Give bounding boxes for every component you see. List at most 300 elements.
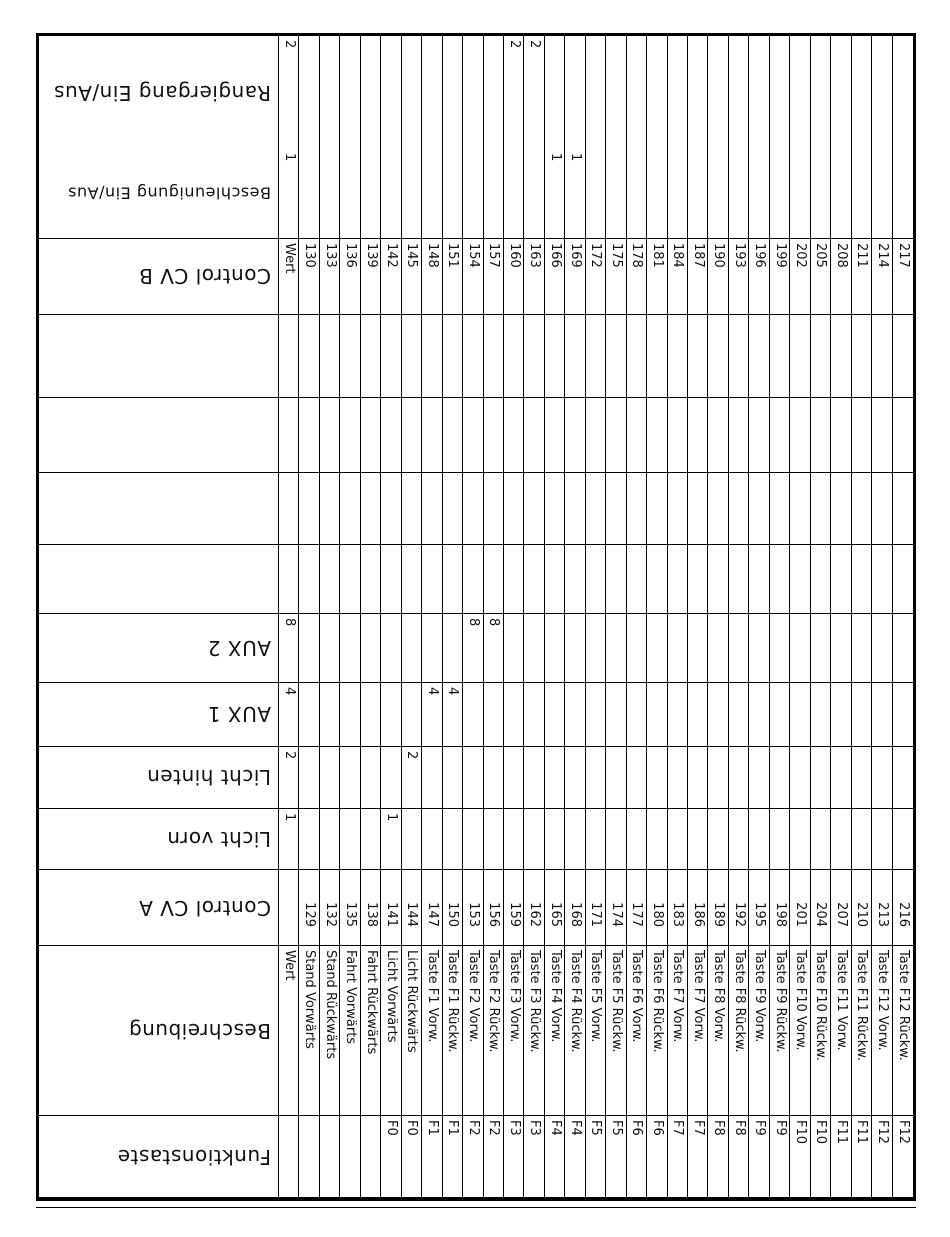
cell-text-funktionstaste: F7 <box>690 1120 706 1137</box>
cell-text-control-cv-a: 153 <box>465 902 481 928</box>
cell-rangiergang <box>749 36 769 149</box>
cell-beschleunigung <box>606 149 626 239</box>
cell-blank-col-2 <box>770 473 790 545</box>
cell-beschleunigung <box>565 149 585 239</box>
cell-aux-2 <box>484 614 504 683</box>
cell-control-cv-b <box>340 239 360 315</box>
cell-text-control-cv-a: 177 <box>629 902 645 928</box>
cell-beschreibung <box>340 946 360 1116</box>
cell-text-control-cv-a: 210 <box>854 902 870 928</box>
cell-text-funktionstaste: F1 <box>424 1120 440 1137</box>
cell-text-control-cv-a: 135 <box>343 902 359 928</box>
cell-licht-hinten <box>852 747 872 809</box>
header-rangiergang <box>39 36 279 149</box>
cell-beschreibung <box>831 946 851 1116</box>
cell-blank-col-2 <box>790 473 810 545</box>
cell-text-control-cv-a: 159 <box>506 902 522 928</box>
cell-text-funktionstaste: F5 <box>608 1120 624 1137</box>
cell-aux-2 <box>381 614 401 683</box>
header-label-aux-2: AUX 2 <box>207 635 271 660</box>
cell-aux-1 <box>770 683 790 747</box>
cell-aux-2 <box>361 614 381 683</box>
header-beschreibung <box>39 946 279 1116</box>
cell-beschleunigung <box>852 149 872 239</box>
cell-beschreibung <box>708 946 728 1116</box>
cell-blank-col-3 <box>381 398 401 473</box>
cell-aux-1 <box>749 683 769 747</box>
cell-text-beschreibung: Taste F5 Rückw. <box>608 950 624 1053</box>
cell-blank-col-4 <box>361 315 381 399</box>
cell-blank-col-2 <box>361 473 381 545</box>
cell-rangiergang <box>606 36 626 149</box>
cell-text-aux-1: 4 <box>281 686 297 696</box>
cell-text-control-cv-b: 145 <box>404 242 420 268</box>
cell-aux-1 <box>688 683 708 747</box>
cell-blank-col-1 <box>790 545 810 614</box>
cell-text-control-cv-b: 181 <box>649 242 665 268</box>
cell-text-beschreibung: Stand Vorwärts <box>302 950 318 1050</box>
cell-blank-col-1 <box>361 545 381 614</box>
cell-rangiergang <box>565 36 585 149</box>
cell-text-beschreibung: Taste F10 Vorw. <box>793 950 808 1051</box>
cell-text-funktionstaste: F2 <box>486 1120 502 1137</box>
cell-beschleunigung <box>361 149 381 239</box>
cell-beschreibung <box>627 946 647 1116</box>
cell-text-aux-1: 4 <box>445 686 461 696</box>
cell-blank-col-4 <box>852 315 872 399</box>
cell-rangiergang <box>729 36 749 149</box>
cell-blank-col-3 <box>627 398 647 473</box>
cell-licht-vorn <box>831 809 851 871</box>
cell-beschreibung <box>402 946 422 1116</box>
cell-control-cv-a <box>361 870 381 946</box>
cell-text-control-cv-b: 172 <box>588 242 604 268</box>
cell-licht-vorn <box>770 809 790 871</box>
cell-beschreibung <box>668 946 688 1116</box>
cell-blank-col-2 <box>381 473 401 545</box>
cell-control-cv-b <box>831 239 851 315</box>
cell-licht-hinten <box>340 747 360 809</box>
cell-beschleunigung <box>340 149 360 239</box>
cell-aux-1 <box>504 683 524 747</box>
cell-text-control-cv-b: 154 <box>465 242 481 268</box>
cell-beschleunigung <box>402 149 422 239</box>
cell-licht-vorn <box>381 809 401 871</box>
cell-licht-hinten <box>872 747 892 809</box>
cell-text-funktionstaste: F12 <box>895 1120 911 1145</box>
cell-beschreibung <box>443 946 463 1116</box>
cell-text-beschreibung: Taste F8 Vorw. <box>711 950 727 1043</box>
cell-text-control-cv-a: 189 <box>711 902 727 928</box>
cell-beschreibung <box>586 946 606 1116</box>
cell-aux-1 <box>893 683 913 747</box>
cell-text-beschreibung: Taste F5 Vorw. <box>588 950 604 1043</box>
cell-text-beschleunigung: 1 <box>547 153 563 162</box>
cell-rangiergang <box>504 36 524 149</box>
cell-funktionstaste <box>504 1116 524 1198</box>
cell-licht-vorn <box>279 809 299 871</box>
cell-funktionstaste <box>811 1116 831 1198</box>
cell-blank-col-4 <box>749 315 769 399</box>
header-control-cv-a <box>39 870 279 946</box>
cell-licht-vorn <box>688 809 708 871</box>
cell-licht-vorn <box>872 809 892 871</box>
cell-control-cv-b <box>893 239 913 315</box>
cell-blank-col-1 <box>565 545 585 614</box>
cell-text-control-cv-a: 147 <box>424 902 440 928</box>
cell-text-control-cv-b: 208 <box>833 242 849 268</box>
cell-blank-col-1 <box>831 545 851 614</box>
cell-funktionstaste <box>606 1116 626 1198</box>
cell-blank-col-4 <box>299 315 319 399</box>
header-label-rangiergang: Rangiergang Ein/Aus <box>53 80 271 105</box>
cell-text-funktionstaste: F9 <box>752 1120 768 1137</box>
cell-control-cv-a <box>565 870 585 946</box>
cell-beschreibung <box>852 946 872 1116</box>
cell-aux-2 <box>852 614 872 683</box>
cell-blank-col-4 <box>586 315 606 399</box>
cell-text-control-cv-b: 139 <box>363 242 379 268</box>
cell-control-cv-a <box>811 870 831 946</box>
cell-funktionstaste <box>893 1116 913 1198</box>
cell-blank-col-1 <box>402 545 422 614</box>
cell-beschreibung <box>790 946 810 1116</box>
cell-funktionstaste <box>279 1116 299 1198</box>
cell-blank-col-2 <box>463 473 483 545</box>
cell-text-funktionstaste: F10 <box>793 1120 808 1145</box>
cell-licht-vorn <box>790 809 810 871</box>
header-label-licht-vorn: Licht vorn <box>166 827 271 852</box>
cell-blank-col-1 <box>422 545 442 614</box>
cell-blank-col-1 <box>627 545 647 614</box>
cell-control-cv-a <box>586 870 606 946</box>
cell-blank-col-1 <box>647 545 667 614</box>
cell-blank-col-4 <box>524 315 544 399</box>
cell-beschleunigung <box>729 149 749 239</box>
cell-aux-1 <box>422 683 442 747</box>
cell-control-cv-a <box>668 870 688 946</box>
cell-aux-1 <box>340 683 360 747</box>
header-blank-col-4 <box>39 315 279 399</box>
cell-beschleunigung <box>627 149 647 239</box>
cell-text-funktionstaste: F8 <box>731 1120 747 1137</box>
cell-blank-col-2 <box>872 473 892 545</box>
cell-blank-col-2 <box>708 473 728 545</box>
cell-text-beschreibung: Taste F3 Rückw. <box>527 950 543 1053</box>
cell-beschreibung <box>381 946 401 1116</box>
cell-beschleunigung <box>422 149 442 239</box>
cell-text-control-cv-a: 156 <box>486 902 502 928</box>
cell-control-cv-a <box>708 870 728 946</box>
cell-blank-col-3 <box>606 398 626 473</box>
cell-blank-col-3 <box>708 398 728 473</box>
cell-control-cv-b <box>852 239 872 315</box>
cell-control-cv-a <box>627 870 647 946</box>
cell-funktionstaste <box>545 1116 565 1198</box>
cell-blank-col-2 <box>831 473 851 545</box>
cell-text-funktionstaste: F3 <box>506 1120 522 1137</box>
cell-control-cv-b <box>688 239 708 315</box>
cell-licht-hinten <box>361 747 381 809</box>
cell-text-control-cv-a: 207 <box>833 902 849 928</box>
cell-aux-2 <box>627 614 647 683</box>
cell-blank-col-2 <box>852 473 872 545</box>
cell-blank-col-1 <box>749 545 769 614</box>
cell-text-rangiergang: 2 <box>281 40 297 49</box>
cell-control-cv-a <box>647 870 667 946</box>
cell-text-beschreibung: Taste F8 Rückw. <box>731 950 747 1053</box>
cell-text-licht-vorn: 1 <box>383 812 399 821</box>
cell-beschreibung <box>606 946 626 1116</box>
cell-text-control-cv-b: 133 <box>322 242 338 268</box>
cell-blank-col-3 <box>463 398 483 473</box>
cell-rangiergang <box>381 36 401 149</box>
header-licht-vorn <box>39 809 279 871</box>
cell-blank-col-4 <box>463 315 483 399</box>
cell-licht-hinten <box>524 747 544 809</box>
cell-blank-col-3 <box>770 398 790 473</box>
cell-text-control-cv-a: 165 <box>547 902 563 928</box>
cell-aux-1 <box>565 683 585 747</box>
cell-funktionstaste <box>749 1116 769 1198</box>
cell-control-cv-a <box>749 870 769 946</box>
cell-text-funktionstaste: F1 <box>445 1120 461 1137</box>
cell-text-control-cv-b: 142 <box>383 242 399 268</box>
cell-text-beschreibung: Taste F12 Vorw. <box>874 950 890 1051</box>
cell-text-beschreibung: Licht Vorwärts <box>383 950 399 1043</box>
cell-blank-col-2 <box>484 473 504 545</box>
cell-text-funktionstaste: F2 <box>465 1120 481 1137</box>
cell-aux-1 <box>831 683 851 747</box>
cell-control-cv-b <box>565 239 585 315</box>
cell-funktionstaste <box>381 1116 401 1198</box>
cell-licht-vorn <box>627 809 647 871</box>
cell-aux-1 <box>402 683 422 747</box>
cell-text-control-cv-a: 213 <box>874 902 890 928</box>
cell-text-rangiergang: 2 <box>506 40 522 49</box>
cell-licht-vorn <box>565 809 585 871</box>
cell-licht-vorn <box>320 809 340 871</box>
cell-blank-col-2 <box>545 473 565 545</box>
cell-control-cv-b <box>790 239 810 315</box>
cell-funktionstaste <box>831 1116 851 1198</box>
cell-text-control-cv-a: 171 <box>588 902 604 928</box>
cell-blank-col-1 <box>463 545 483 614</box>
cell-blank-col-1 <box>668 545 688 614</box>
cell-beschleunigung <box>524 149 544 239</box>
cell-control-cv-a <box>422 870 442 946</box>
cell-blank-col-1 <box>770 545 790 614</box>
cell-licht-hinten <box>320 747 340 809</box>
cell-blank-col-4 <box>504 315 524 399</box>
header-blank-col-3 <box>39 398 279 473</box>
cell-licht-vorn <box>299 809 319 871</box>
cell-text-funktionstaste: F8 <box>711 1120 727 1137</box>
function-mapping-table-frame <box>36 33 916 1201</box>
cell-text-beschreibung: Taste F2 Rückw. <box>486 950 502 1053</box>
cell-beschleunigung <box>443 149 463 239</box>
cell-control-cv-a <box>381 870 401 946</box>
cell-beschleunigung <box>893 149 913 239</box>
cell-control-cv-a <box>524 870 544 946</box>
cell-beschreibung <box>422 946 442 1116</box>
cell-blank-col-3 <box>790 398 810 473</box>
cell-text-beschreibung: Taste F9 Vorw. <box>752 950 768 1043</box>
cell-rangiergang <box>668 36 688 149</box>
cell-aux-2 <box>279 614 299 683</box>
cell-licht-hinten <box>463 747 483 809</box>
cell-rangiergang <box>831 36 851 149</box>
header-label-control-cv-a: Control CV A <box>138 895 271 920</box>
cell-rangiergang <box>811 36 831 149</box>
cell-beschleunigung <box>320 149 340 239</box>
cell-text-control-cv-b: 214 <box>874 242 890 268</box>
cell-beschreibung <box>463 946 483 1116</box>
cell-blank-col-2 <box>279 473 299 545</box>
cell-aux-2 <box>504 614 524 683</box>
cell-funktionstaste <box>852 1116 872 1198</box>
cell-blank-col-3 <box>749 398 769 473</box>
cell-aux-2 <box>749 614 769 683</box>
cell-funktionstaste <box>586 1116 606 1198</box>
cell-beschreibung <box>811 946 831 1116</box>
cell-blank-col-2 <box>565 473 585 545</box>
cell-licht-hinten <box>299 747 319 809</box>
cell-text-control-cv-b: 160 <box>506 242 522 268</box>
cell-licht-vorn <box>708 809 728 871</box>
cell-text-control-cv-b: 151 <box>445 242 461 268</box>
cell-text-control-cv-a: 216 <box>895 902 911 928</box>
cell-aux-2 <box>606 614 626 683</box>
cell-blank-col-3 <box>279 398 299 473</box>
cell-licht-vorn <box>524 809 544 871</box>
cell-blank-col-3 <box>688 398 708 473</box>
cell-blank-col-3 <box>443 398 463 473</box>
cell-aux-2 <box>340 614 360 683</box>
cell-rangiergang <box>893 36 913 149</box>
cell-control-cv-a <box>545 870 565 946</box>
cell-blank-col-3 <box>893 398 913 473</box>
cell-control-cv-a <box>484 870 504 946</box>
cell-control-cv-b <box>402 239 422 315</box>
cell-control-cv-b <box>484 239 504 315</box>
cell-text-control-cv-b: Wert <box>281 242 297 274</box>
cell-blank-col-1 <box>852 545 872 614</box>
cell-blank-col-4 <box>811 315 831 399</box>
header-label-beschleunigung: Beschleunigung Ein/Aus <box>67 183 271 203</box>
header-blank-col-1 <box>39 545 279 614</box>
cell-funktionstaste <box>422 1116 442 1198</box>
header-label-control-cv-b: Control CV B <box>138 264 271 289</box>
cell-blank-col-1 <box>484 545 504 614</box>
cell-blank-col-2 <box>422 473 442 545</box>
cell-blank-col-3 <box>484 398 504 473</box>
cell-blank-col-3 <box>872 398 892 473</box>
cell-blank-col-2 <box>524 473 544 545</box>
cell-rangiergang <box>463 36 483 149</box>
cell-aux-1 <box>484 683 504 747</box>
cell-licht-vorn <box>586 809 606 871</box>
cell-aux-1 <box>545 683 565 747</box>
header-label-licht-hinten: Licht hinten <box>146 765 271 790</box>
cell-beschreibung <box>361 946 381 1116</box>
cell-aux-1 <box>811 683 831 747</box>
cell-control-cv-a <box>790 870 810 946</box>
cell-text-control-cv-a: 174 <box>608 902 624 928</box>
cell-aux-1 <box>872 683 892 747</box>
cell-control-cv-b <box>708 239 728 315</box>
header-aux-2 <box>39 614 279 683</box>
cell-blank-col-1 <box>545 545 565 614</box>
cell-licht-vorn <box>647 809 667 871</box>
cell-control-cv-b <box>872 239 892 315</box>
cell-blank-col-4 <box>729 315 749 399</box>
cell-licht-vorn <box>361 809 381 871</box>
cell-licht-hinten <box>443 747 463 809</box>
cell-control-cv-a <box>831 870 851 946</box>
cell-aux-1 <box>524 683 544 747</box>
cell-control-cv-b <box>361 239 381 315</box>
cell-aux-2 <box>729 614 749 683</box>
cell-blank-col-1 <box>872 545 892 614</box>
cell-aux-1 <box>381 683 401 747</box>
cell-blank-col-3 <box>361 398 381 473</box>
cell-licht-hinten <box>422 747 442 809</box>
cell-beschreibung <box>729 946 749 1116</box>
header-label-beschreibung: Beschreibung <box>128 1018 271 1043</box>
cell-blank-col-3 <box>320 398 340 473</box>
cell-control-cv-b <box>279 239 299 315</box>
cell-blank-col-3 <box>504 398 524 473</box>
cell-text-beschreibung: Licht Rückwärts <box>404 950 420 1053</box>
cell-blank-col-3 <box>647 398 667 473</box>
cell-blank-col-3 <box>811 398 831 473</box>
cell-licht-hinten <box>790 747 810 809</box>
cell-blank-col-1 <box>893 545 913 614</box>
cell-beschleunigung <box>831 149 851 239</box>
cell-funktionstaste <box>340 1116 360 1198</box>
cell-text-funktionstaste: F6 <box>649 1120 665 1137</box>
cell-text-control-cv-b: 196 <box>752 242 768 268</box>
cell-text-control-cv-a: 195 <box>752 902 768 928</box>
cell-rangiergang <box>402 36 422 149</box>
cell-text-control-cv-a: 129 <box>302 902 318 928</box>
cell-beschleunigung <box>504 149 524 239</box>
cell-licht-hinten <box>279 747 299 809</box>
cell-aux-1 <box>729 683 749 747</box>
cell-aux-1 <box>627 683 647 747</box>
cell-blank-col-3 <box>402 398 422 473</box>
cell-text-control-cv-a: 186 <box>690 902 706 928</box>
cell-aux-2 <box>688 614 708 683</box>
cell-control-cv-a <box>688 870 708 946</box>
cell-licht-hinten <box>811 747 831 809</box>
cell-blank-col-4 <box>872 315 892 399</box>
cell-rangiergang <box>422 36 442 149</box>
cell-text-beschreibung: Taste F11 Rückw. <box>854 950 870 1062</box>
cell-licht-vorn <box>893 809 913 871</box>
cell-control-cv-b <box>504 239 524 315</box>
cell-aux-2 <box>545 614 565 683</box>
cell-aux-1 <box>586 683 606 747</box>
cell-blank-col-2 <box>443 473 463 545</box>
cell-rangiergang <box>627 36 647 149</box>
cell-licht-hinten <box>770 747 790 809</box>
cell-blank-col-3 <box>524 398 544 473</box>
cell-control-cv-a <box>872 870 892 946</box>
cell-text-control-cv-b: 205 <box>813 242 829 268</box>
cell-control-cv-a <box>279 870 299 946</box>
